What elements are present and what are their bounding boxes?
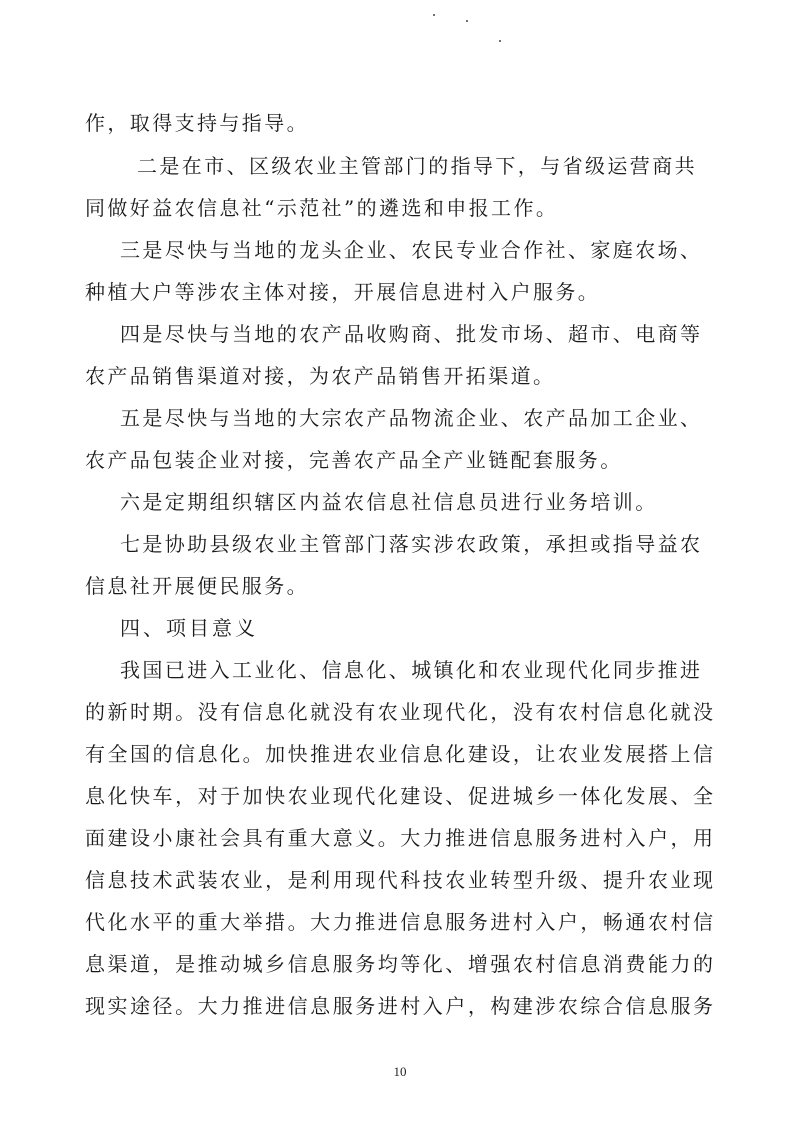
text-line: 的新时期。没有信息化就没有农业现代化，没有农村信息化就没 (85, 700, 713, 724)
text-line: 息渠道，是推动城乡信息服务均等化、增强农村信息消费能力的 (85, 952, 713, 976)
scan-speck (499, 40, 501, 42)
text-line: 我国已进入工业化、信息化、城镇化和农业现代化同步推进 (120, 658, 703, 682)
text-line: 作，取得支持与指导。 (85, 111, 309, 135)
text-line: 面建设小康社会具有重大意义。大力推进信息服务进村入户，用 (85, 826, 713, 850)
text-line: 种植大户等涉农主体对接，开展信息进村入户服务。 (85, 280, 601, 304)
text-line: 现实途径。大力推进信息服务进村入户，构建涉农综合信息服务 (85, 994, 713, 1018)
text-line: 五是尽快与当地的大宗农产品物流企业、农产品加工企业、 (120, 406, 703, 430)
text-line: 农产品销售渠道对接，为农产品销售开拓渠道。 (85, 364, 556, 388)
scan-speck (466, 20, 468, 22)
page-number: 10 (393, 1064, 407, 1079)
text-line: 四是尽快与当地的农产品收购商、批发市场、超市、电商等 (120, 322, 703, 346)
text-line: 同做好益农信息社“示范社”的遴选和申报工作。 (85, 196, 559, 220)
text-line: 农产品包装企业对接，完善农产品全产业链配套服务。 (85, 448, 623, 472)
text-line: 三是尽快与当地的龙头企业、农民专业合作社、家庭农场、 (120, 238, 703, 262)
text-line: 息化快车，对于加快农业现代化建设、促进城乡一体化发展、全 (85, 784, 713, 808)
text-line: 二是在市、区级农业主管部门的指导下，与省级运营商共 (137, 154, 697, 178)
text-line: 信息社开展便民服务。 (85, 574, 309, 598)
text-line: 信息技术武装农业，是利用现代科技农业转型升级、提升农业现 (85, 868, 713, 892)
text-line: 六是定期组织辖区内益农信息社信息员进行业务培训。 (120, 490, 658, 514)
text-line: 有全国的信息化。加快推进农业信息化建设，让农业发展搭上信 (85, 742, 713, 766)
scan-speck (433, 14, 435, 16)
text-line: 七是协助县级农业主管部门落实涉农政策，承担或指导益农 (120, 532, 703, 556)
text-line: 代化水平的重大举措。大力推进信息服务进村入户，畅通农村信 (85, 910, 713, 934)
section-heading: 四、项目意义 (120, 616, 258, 640)
